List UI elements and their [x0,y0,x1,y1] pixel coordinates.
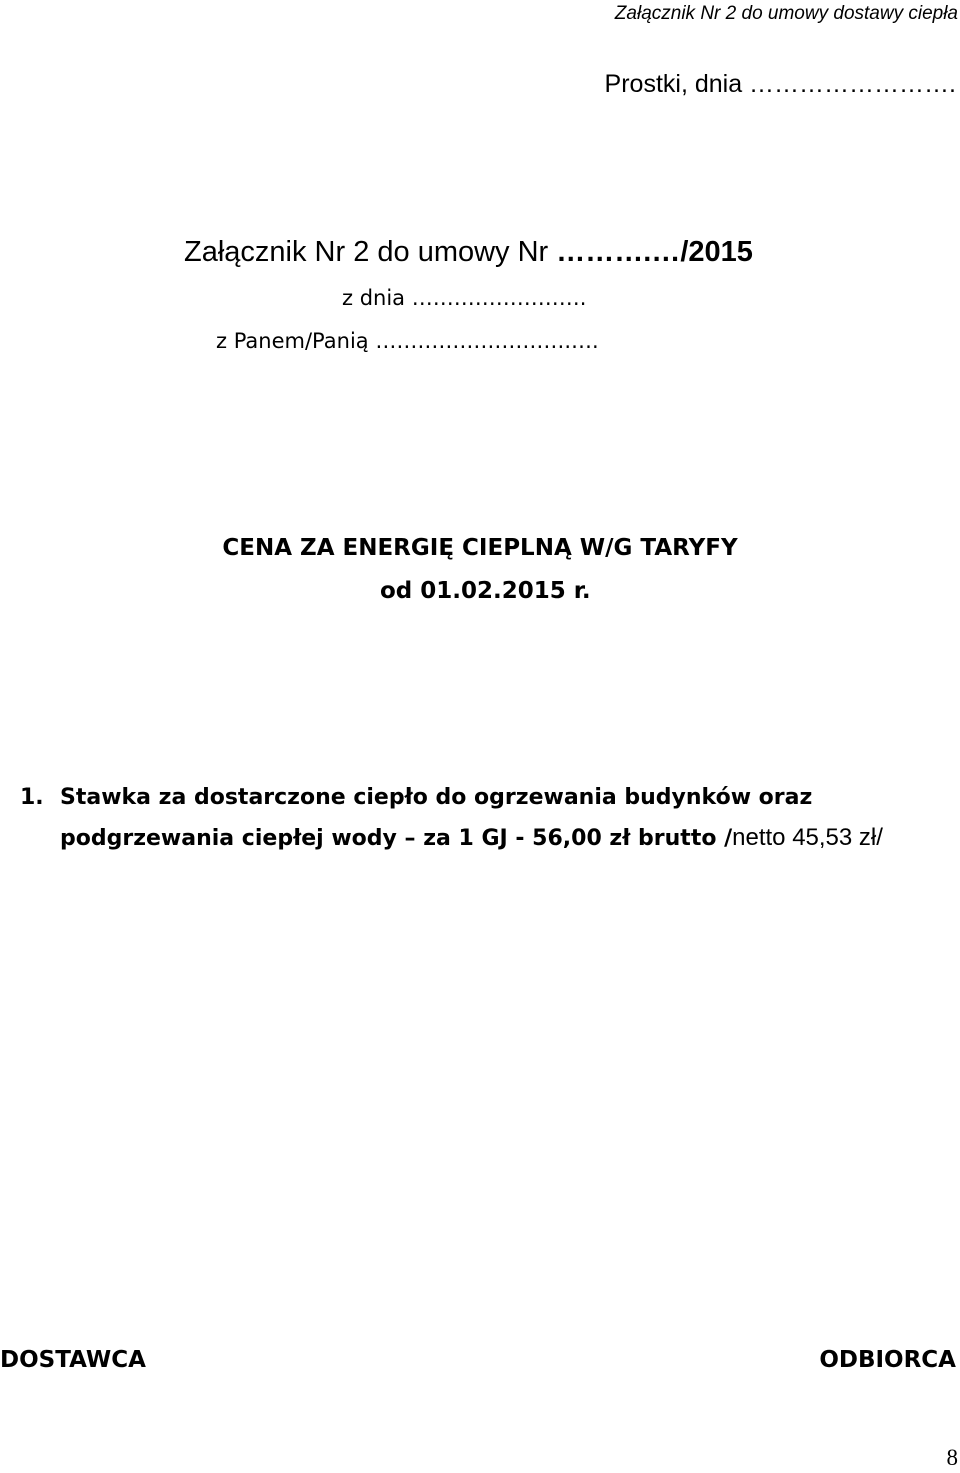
price-heading-text: CENA ZA ENERGIĘ CIEPLNĄ W/G TARYFY [222,535,738,561]
contract-party: z Panem/Panią ……………………….…. [216,329,599,353]
item-price-net: netto 45,53 zł/ [732,824,883,851]
signature-recipient: ODBIORCA [819,1347,956,1373]
item-number: 1. [20,785,44,810]
item-text-line2 [60,824,883,852]
annex-title-suffix: ……….…/2015 [548,236,753,268]
price-effective-date: od 01.02.2015 r. [380,578,591,604]
contract-date: z dnia ……………………. [342,286,587,310]
item-text-line1: Stawka za dostarczone ciepło do ogrzewania budynków oraz [60,785,813,810]
signature-supplier: DOSTAWCA [0,1347,146,1373]
item-price-bold: podgrzewania ciepłej wody – za 1 GJ - 56,00 zł brutto / [60,826,733,851]
header-note: Załącznik Nr 2 do umowy dostawy ciepła [614,3,958,24]
annex-title-prefix: Załącznik Nr 2 do umowy Nr [184,236,549,268]
place-date: Prostki, dnia ……………………. [604,70,956,98]
price-heading [0,535,960,561]
page-number: 8 [946,1445,958,1470]
annex-title [184,236,753,269]
